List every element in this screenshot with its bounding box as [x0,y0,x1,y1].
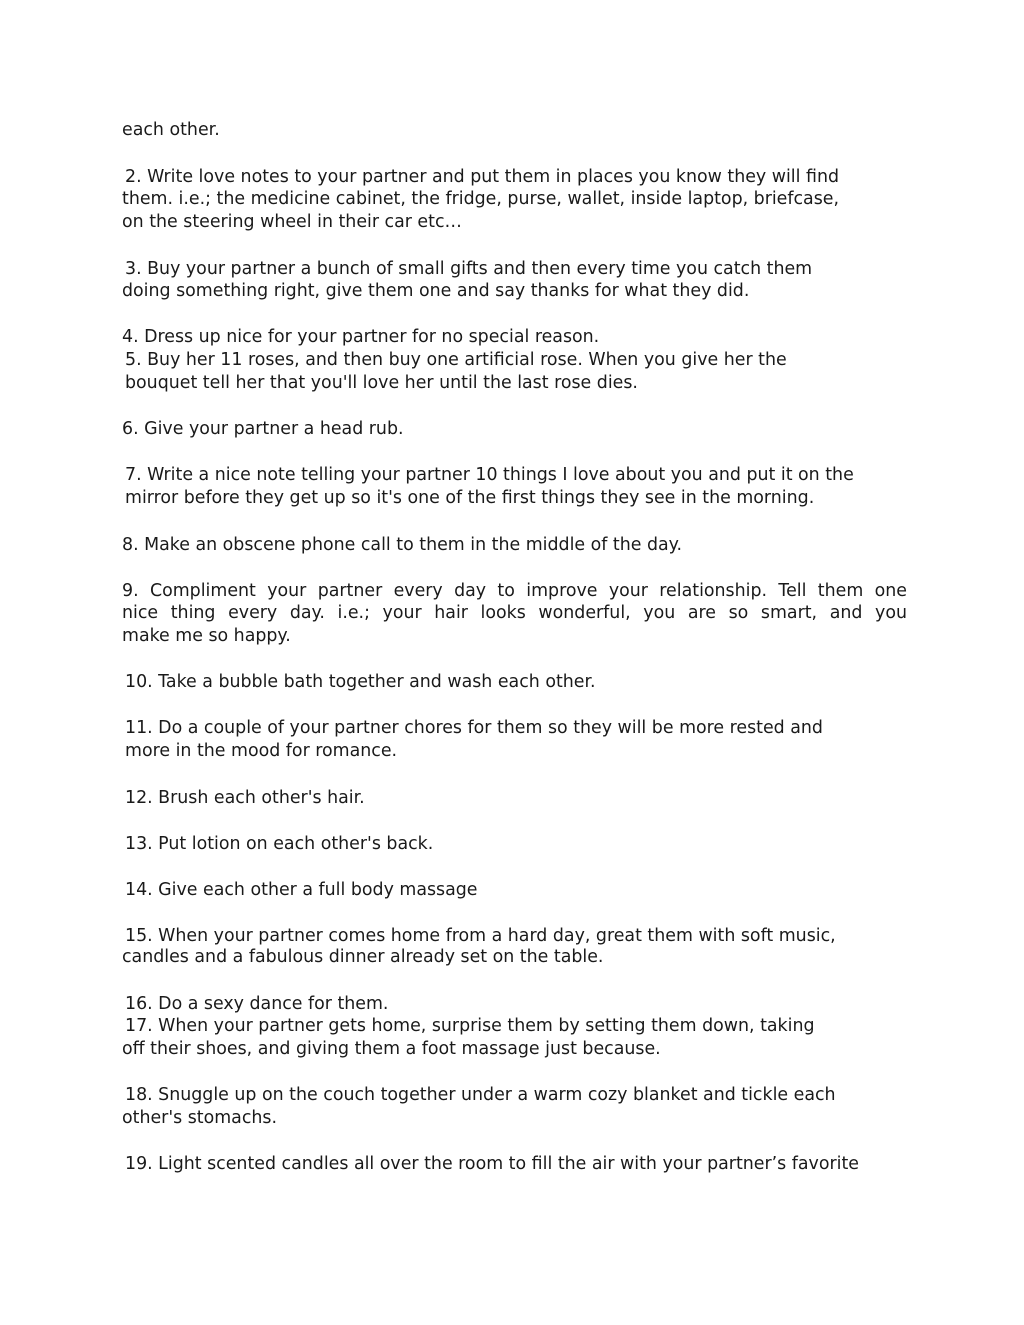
list-item-line: 16. Do a sexy dance for them. [125,994,389,1014]
list-item-line: mirror before they get up so it's one of the first things they see in the morning. [125,488,815,508]
text-line: each other. [122,120,220,140]
list-item-line: them. i.e.; the medicine cabinet, the fridge, purse, wallet, inside laptop, briefcase, [122,189,840,209]
list-item-line: 14. Give each other a full body massage [125,880,478,900]
list-item-line: 12. Brush each other's hair. [125,788,365,808]
list-item-line: other's stomachs. [122,1108,277,1128]
list-item-line: doing something right, give them one and say thanks for what they did. [122,281,750,301]
list-item-line: 11. Do a couple of your partner chores for them so they will be more rested and [125,718,823,738]
list-item-line: 10. Take a bubble bath together and wash each other. [125,672,596,692]
list-item-line: nice thing every day. i.e.; your hair looks wonderful, you are so smart, and you [122,603,907,623]
list-item-line: on the steering wheel in their car etc… [122,212,462,232]
list-item-line: 9. Compliment your partner every day to improve your relationship. Tell them one [122,581,907,601]
list-item-line: 8. Make an obscene phone call to them in the middle of the day. [122,535,683,555]
list-item-line: off their shoes, and giving them a foot massage just because. [122,1039,661,1059]
list-item-line: 7. Write a nice note telling your partner 10 things I love about you and put it on the [125,465,854,485]
list-item-line: 15. When your partner comes home from a hard day, great them with soft music, [125,926,836,946]
list-item-line: 4. Dress up nice for your partner for no special reason. [122,327,600,347]
list-item-line: 6. Give your partner a head rub. [122,419,404,439]
list-item-line: 19. Light scented candles all over the room to fill the air with your partner’s favorite [125,1154,859,1174]
list-item-line: 3. Buy your partner a bunch of small gifts and then every time you catch them [125,259,813,279]
list-item-line: more in the mood for romance. [125,741,398,761]
list-item-line: make me so happy. [122,626,291,646]
list-item-line: bouquet tell her that you'll love her until the last rose dies. [125,373,638,393]
list-item-line: 13. Put lotion on each other's back. [125,834,434,854]
list-item-line: 17. When your partner gets home, surprise them by setting them down, taking [125,1016,815,1036]
list-item-line: candles and a fabulous dinner already set on the table. [122,947,604,967]
list-item-line: 2. Write love notes to your partner and put them in places you know they will find [125,167,840,187]
list-item-line: 5. Buy her 11 roses, and then buy one artificial rose. When you give her the [125,350,787,370]
list-item-line: 18. Snuggle up on the couch together under a warm cozy blanket and tickle each [125,1085,836,1105]
